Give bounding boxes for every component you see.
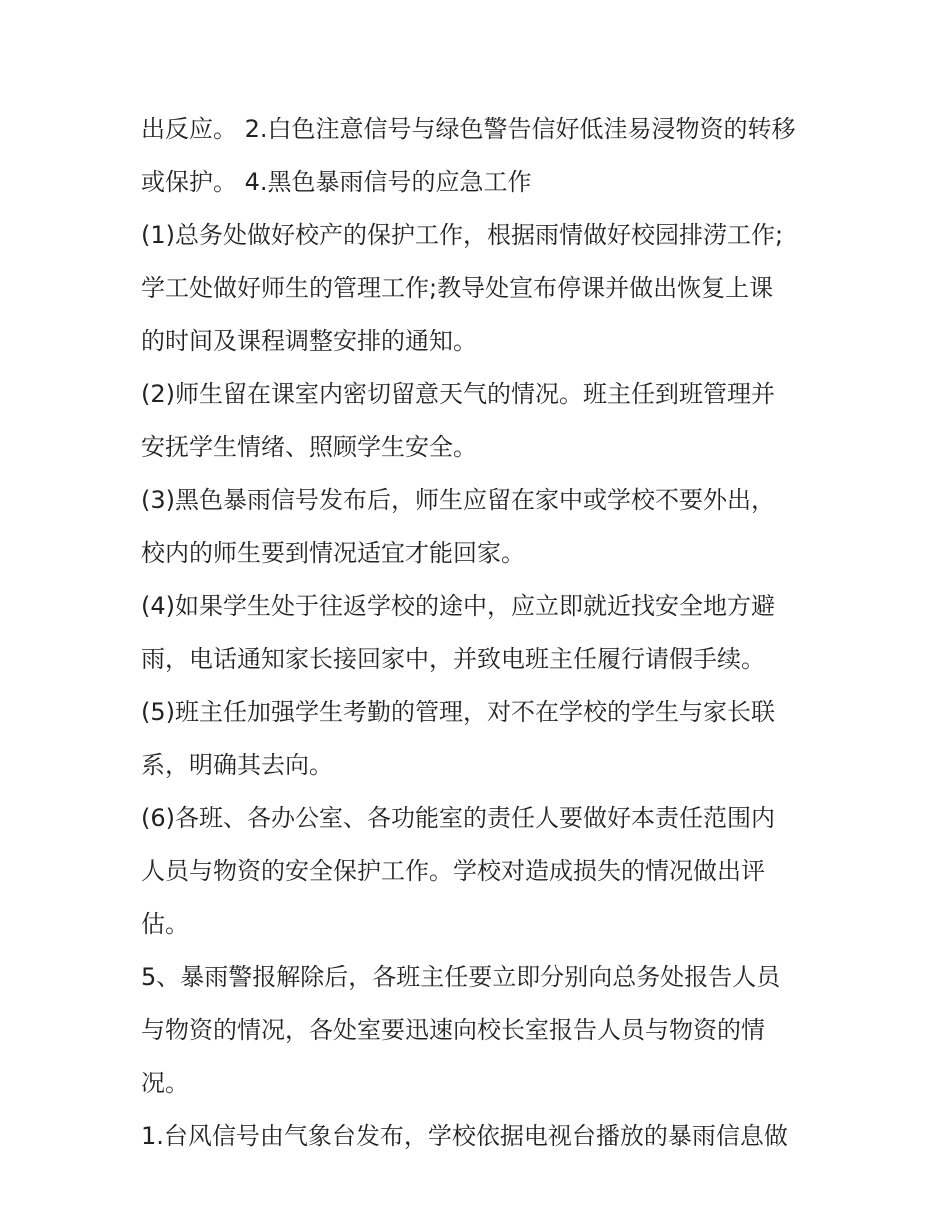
text-line: 系，明确其去向。 — [141, 751, 333, 779]
text-line: (1)总务处做好校产的保护工作，根据雨情做好校园排涝工作; — [141, 221, 784, 249]
text-line: (5)班主任加强学生考勤的管理，对不在学校的学生与家长联 — [141, 698, 775, 726]
text-line: 或保护。 4.黑色暴雨信号的应急工作 — [141, 168, 532, 196]
text-line: 学工处做好师生的管理工作;教导处宣布停课并做出恢复上课 — [141, 274, 774, 302]
text-line: 人员与物资的安全保护工作。学校对造成损失的情况做出评 — [141, 857, 765, 885]
document-body — [141, 103, 821, 1163]
text-line: 安抚学生情绪、照顾学生安全。 — [141, 433, 477, 461]
text-line: (6)各班、各办公室、各功能室的责任人要做好本责任范围内 — [141, 804, 775, 832]
text-line: (4)如果学生处于往返学校的途中，应立即就近找安全地方避 — [141, 592, 775, 620]
text-line: (2)师生留在课室内密切留意天气的情况。班主任到班管理并 — [141, 380, 775, 408]
text-line: 估。 — [141, 910, 189, 938]
text-line: 的时间及课程调整安排的通知。 — [141, 327, 477, 355]
text-line: 与物资的情况，各处室要迅速向校长室报告人员与物资的情 — [141, 1016, 765, 1044]
text-line: (3)黑色暴雨信号发布后，师生应留在家中或学校不要外出， — [141, 486, 775, 514]
text-line: 况。 — [141, 1069, 189, 1097]
text-line: 校内的师生要到情况适宜才能回家。 — [141, 539, 525, 567]
text-line: 1.台风信号由气象台发布，学校依据电视台播放的暴雨信息做 — [141, 1122, 788, 1150]
text-line: 出反应。 2.白色注意信号与绿色警告信好低洼易浸物资的转移 — [141, 115, 796, 143]
text-line: 5、暴雨警报解除后，各班主任要立即分别向总务处报告人员 — [141, 963, 781, 991]
text-line: 雨，电话通知家长接回家中，并致电班主任履行请假手续。 — [141, 645, 765, 673]
